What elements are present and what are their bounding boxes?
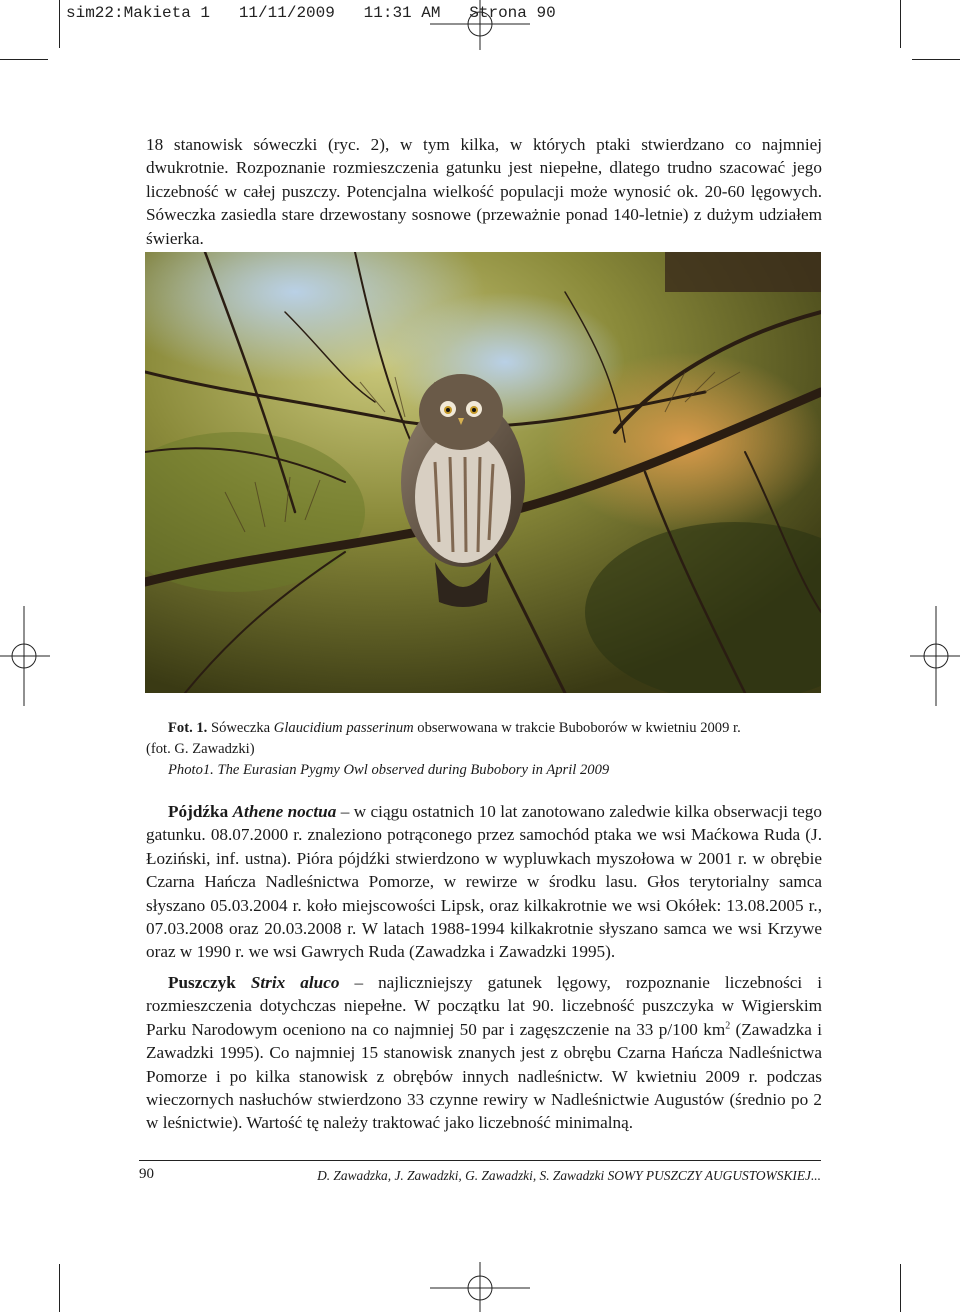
crop-mark-top-left-v	[59, 0, 60, 48]
caption-text-after: obserwowana w trakcie Buboborów w kwietniu 2009 r.	[413, 720, 741, 736]
puszczyk-text-block	[146, 971, 822, 1135]
caption-english: Photo1. The Eurasian Pygmy Owl observed during Bubobory in April 2009	[168, 762, 610, 778]
crop-mark-top-right-v	[900, 0, 901, 48]
caption-label: Fot. 1.	[168, 720, 208, 736]
crop-mark-top-right-h	[912, 59, 960, 60]
caption-polish	[146, 718, 822, 739]
pojdzka-text: – w ciągu ostatnich 10 lat zanotowano zaledwie kilka obserwacji tego gatunku. 08.07.2000 r. znaleziono potrąconego przez samochód ptaka we wsi Maćkowa Ruda (J. Łoziński, inf. ustna). Pióra pójdźki stwierdzono w wypluwkach myszołowa w 2001 r. w obrębie Czarna Hańcza Nadleśnictwa Pomorze, w rewirze w środku lasu. Głos terytorialny samca słyszano 05.03.2004 r. koło miejscowości Lipsk, oraz kilkakrotnie we wsi Okółek: 13.08.2005 r., 07.03.2008 oraz 20.03.2008 r. W latach 1988-1994 kilkakrotnie słyszano samca we wsi Krzywe oraz w 1990 r. we wsi Gawrych Ruda (Zawadzka i Zawadzki 1995).	[146, 802, 822, 962]
pojdzka-text-block	[146, 800, 822, 964]
owl-photo	[145, 252, 821, 693]
crop-mark-top-left-h	[0, 59, 48, 60]
caption-text-before: Sóweczka	[207, 720, 274, 736]
page-number: 90	[139, 1166, 154, 1182]
registration-mark-bottom-icon	[430, 1262, 530, 1312]
registration-mark-right-icon	[910, 606, 960, 706]
intro-text-block	[146, 133, 822, 250]
photo-caption	[146, 718, 822, 781]
registration-mark-top-icon	[430, 0, 530, 50]
paragraph-pojdzka	[146, 800, 822, 964]
paragraph-intro: 18 stanowisk sóweczki (ryc. 2), w tym kilka, w których ptaki stwierdzano co najmniej dwukrotnie. Rozpoznanie rozmieszczenia gatunku jest niepełne, dlatego trudno szacować jego liczebność w całej puszczy. Potencjalna wielkość populacji może wynosić ok. 20-60 lęgowych. Sóweczka zasiedla stare drzewostany sosnowe (przeważnie ponad 140-letnie) z dużym udziałem świerka.	[146, 135, 822, 248]
puszczyk-text-a: – najliczniejszy gatunek lęgowy, rozpoznanie liczebności i rozmieszczenia dotychczas niepełne. W początku lat 90. liczebność puszczyka w Wigierskim Parku Narodowym oceniono na co najmniej 50 par i zagęszczenie na 33 p/100 km	[146, 973, 823, 1039]
puszczyk-text-b: (Zawadzka i Zawadzki 1995). Co najmniej 15 stanowisk znanych jest z obrębu Czarna Hańcza Nadleśnictwa Pomorze i po kilka stanowisk z obrębów innych nadleśnictw. W kwietniu 2009 r. podczas wieczornych nasłuchów stwierdzono 33 czynne rewiry w Nadleśnictwie Augustów (średnio po 2 w leśnictwie). Wartość tę należy traktować jako liczebność minimalną.	[146, 1019, 822, 1133]
caption-credit: (fot. G. Zawadzki)	[146, 741, 255, 757]
puszczyk-name-latin: Strix aluco	[250, 973, 340, 992]
superscript-2: 2	[725, 1020, 731, 1032]
registration-mark-left-icon	[0, 606, 50, 706]
footer-rule	[139, 1160, 821, 1161]
printer-slug: sim22:Makieta 1 11/11/2009 11:31 AM Strona 90	[66, 4, 556, 22]
puszczyk-name-pl: Puszczyk	[168, 973, 236, 992]
running-title: D. Zawadzka, J. Zawadzki, G. Zawadzki, S. Zawadzki SOWY PUSZCZY AUGUSTOWSKIEJ...	[317, 1168, 821, 1183]
pojdzka-name-latin: Athene noctua	[232, 802, 337, 821]
caption-species-latin: Glaucidium passerinum	[273, 720, 414, 736]
owl-photo-illustration	[145, 252, 821, 693]
paragraph-puszczyk	[146, 971, 822, 1135]
crop-mark-bottom-left-v	[59, 1264, 60, 1312]
crop-mark-bottom-right-v	[900, 1264, 901, 1312]
pojdzka-name-pl: Pójdźka	[168, 802, 229, 821]
